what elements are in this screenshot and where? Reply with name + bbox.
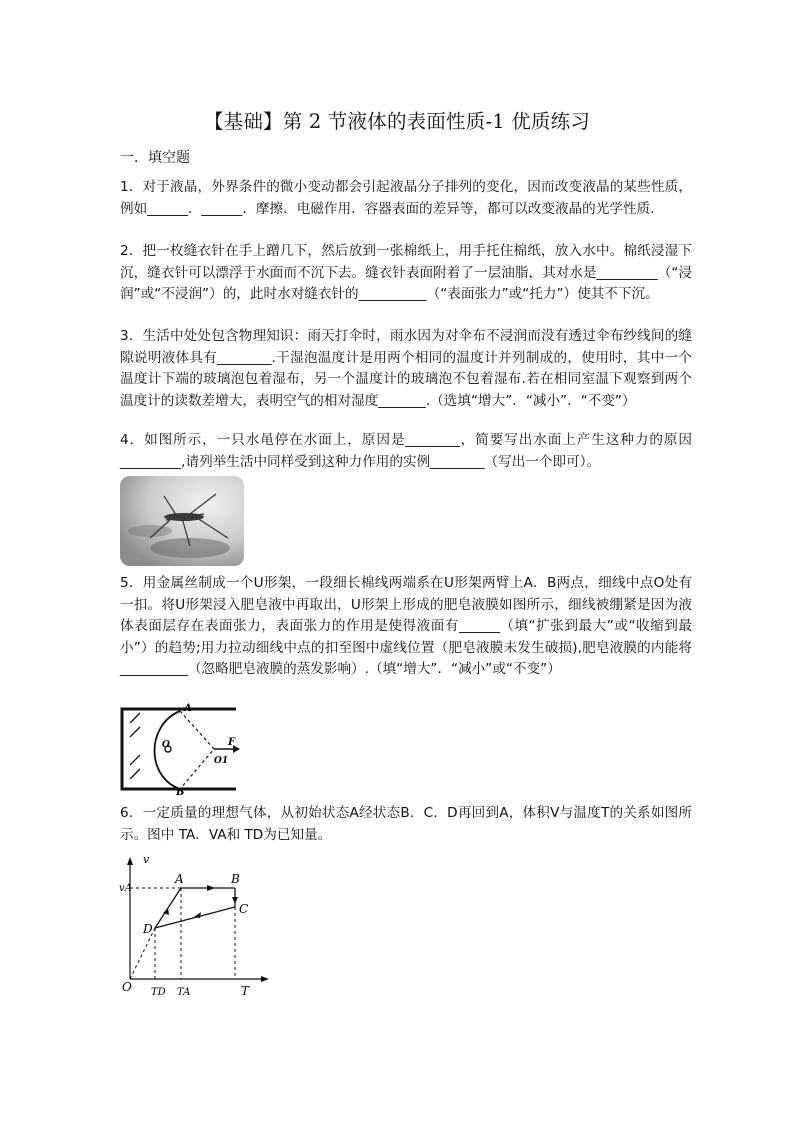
label-o1: O1 xyxy=(214,756,229,766)
question-5: 5．用金属丝制成一个U形架，一段细长棉线两端系在U形架两臂上A．B两点，细线中点O处有一扣。将U形架浸入肥皂液中再取出，U形架上形成的肥皂液膜如图所示，细线被绷紧是因为液体表面层存在表面张力，表面张力的作用是使得液面有______（填“扩张到最大”或“收缩到最小”）的趋势;用力拉动细线中点的扣至图中虚线位置（肥皂液膜未发生破损),肥皂液膜的内能将__________（忽略肥皂液膜的蒸发影响）.（填“增大”．“减小”或“不变”） xyxy=(120,575,692,677)
v-t-graph xyxy=(115,855,275,1000)
water-strider-photo xyxy=(120,476,244,566)
axis-t-label: T xyxy=(241,984,250,998)
point-c-label: C xyxy=(239,902,249,916)
label-b: B xyxy=(176,787,185,795)
question-3: 3．生活中处处包含物理知识：雨天打伞时，雨水因为对伞布不浸润而没有透过伞布纱线间的缝隙说明液体具有________.干湿泡温度计是用两个相同的温度计并列制成的，使用时，其中一个温度计下端的玻璃泡包着湿布，另一个温度计的玻璃泡不包着湿布.若在相同室温下观察到两个温度计的读数差增大，表明空气的相对湿度_______.（选填“增大”．“减小”．“不变”） xyxy=(120,328,692,409)
point-b-label: B xyxy=(231,872,240,886)
origin-label: O xyxy=(122,980,132,994)
question-6: 6．一定质量的理想气体，从初始状态A经状态B．C．D再回到A，体积V与温度T的关系如图所示。图中 TA．VA和 TD为已知量。 xyxy=(120,805,692,843)
td-label: TD xyxy=(151,987,166,998)
point-a-label: A xyxy=(175,872,184,886)
u-frame-figure xyxy=(118,703,242,795)
label-f: F xyxy=(228,737,236,748)
ta-label: TA xyxy=(177,987,191,998)
va-label: vA xyxy=(119,883,132,894)
axis-v-label: v xyxy=(143,855,150,866)
question-4: 4．如图所示，一只水黾停在水面上，原因是________，简要写出水面上产生这种力的原因_________,请列举生活中同样受到这种力作用的实例________（写出一个即可）。 xyxy=(120,432,692,470)
page-title: 【基础】第 2 节液体的表面性质-1 优质练习 xyxy=(203,110,591,133)
section-heading: 一．填空题 xyxy=(120,150,190,166)
question-2: 2．把一枚缝衣针在手上蹭几下，然后放到一张棉纸上，用手托住棉纸，放入水中。棉纸浸湿下沉，缝衣针可以漂浮于水面而不沉下去。缝衣针表面附着了一层油脂，其对水是_________（“浸润”或“不浸润”）的，此时水对缝衣针的__________（“表面张力”或“托力”）使其不下沉。 xyxy=(120,243,692,302)
question-1: 1．对于液晶，外界条件的微小变动都会引起液晶分子排列的变化，因而改变液晶的某些性质，例如______．______．摩擦．电磁作用．容器表面的差异等，都可以改变液晶的光学性质. xyxy=(120,179,692,217)
label-a: A xyxy=(184,703,192,714)
point-d-label: D xyxy=(143,922,153,936)
label-o: O xyxy=(162,740,170,750)
